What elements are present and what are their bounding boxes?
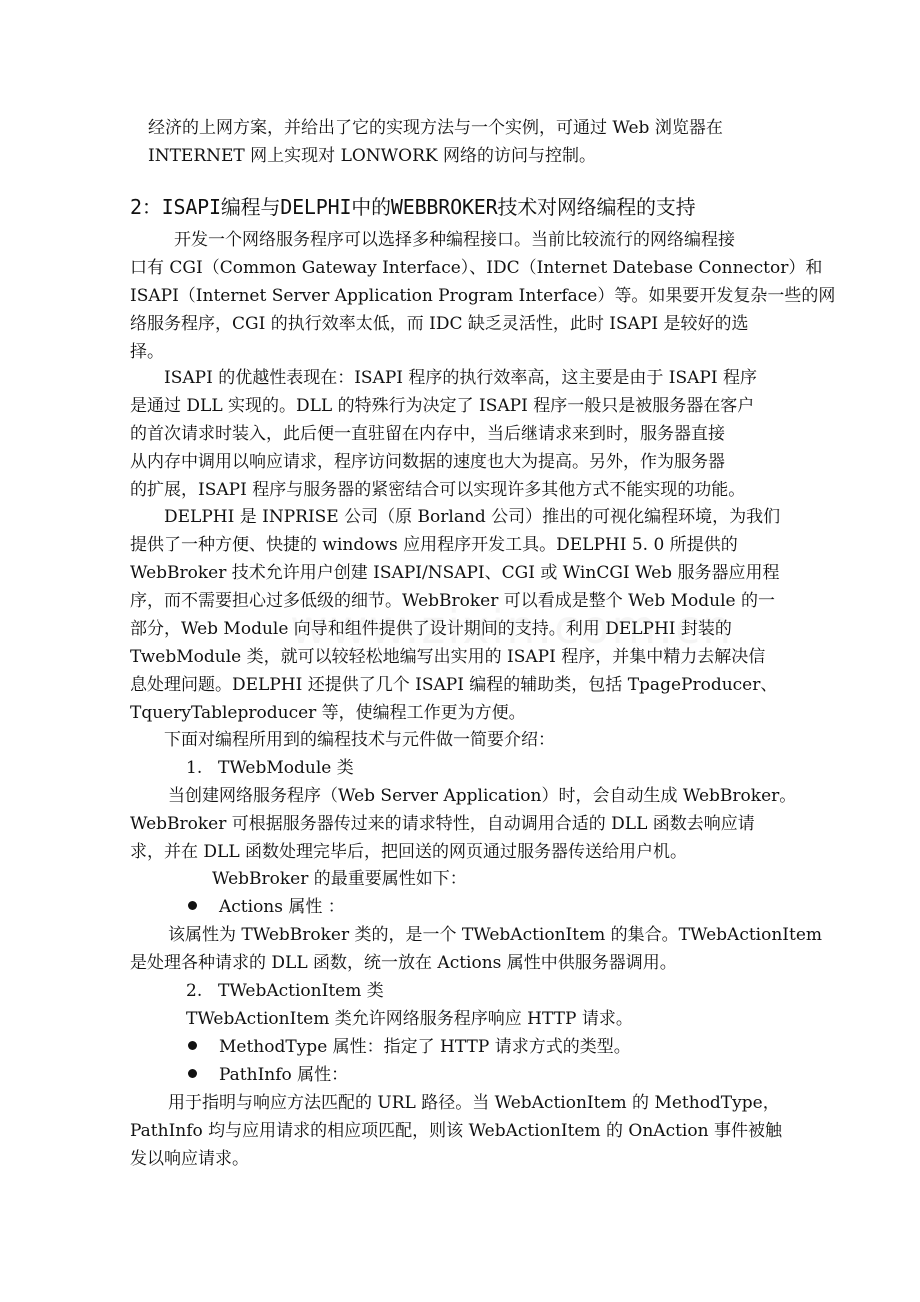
paragraph-interfaces (130, 226, 835, 366)
text-line: 用于指明与响应方法匹配的 URL 路径。当 WebActionItem 的 MethodType， (168, 1093, 780, 1113)
text-line: PathInfo 均与应用请求的相应项匹配，则该 WebActionItem 的 OnAction 事件被触 (130, 1121, 782, 1141)
text-line: 提供了一种方便、快捷的 windows 应用程序开发工具。DELPHI 5. 0 所提供的 (130, 535, 738, 555)
paragraph-pathinfo (130, 1089, 782, 1173)
text-line: INTERNET 网上实现对 LONWORK 网络的访问与控制。 (148, 146, 596, 166)
text-line: 择。 (130, 342, 164, 362)
text-line: WebBroker 技术允许用户创建 ISAPI/NSAPI、CGI 或 WinCGI Web 服务器应用程 (130, 563, 780, 583)
paragraph-intro-list (164, 726, 555, 754)
text-line: 该属性为 TWebBroker 类的，是一个 TWebActionItem 的集合。TWebActionItem (168, 925, 823, 945)
text-line: WebBroker 的最重要属性如下： (212, 869, 467, 889)
text-line: 发以响应请求。 (130, 1149, 249, 1169)
text-line: 当创建网络服务程序（Web Server Application）时，会自动生成 WebBroker。 (168, 786, 797, 806)
paragraph-webbroker (130, 782, 796, 866)
text-line: 从内存中调用以响应请求，程序访问数据的速度也大为提高。另外，作为服务器 (130, 452, 725, 472)
text-line: 络服务程序，CGI 的执行效率太低，而 IDC 缺乏灵活性，此时 ISAPI 是较好的选 (130, 314, 749, 334)
text-line: 部分，Web Module 向导和组件提供了设计期间的支持。利用 DELPHI 封装的 (130, 619, 732, 639)
intro-paragraph (148, 114, 723, 170)
section-heading: 2：ISAPI编程与DELPHI中的WEBBROKER技术对网络编程的支持 (130, 195, 696, 219)
paragraph-actions (130, 921, 822, 977)
paragraph-delphi (130, 503, 780, 727)
text-line: WebBroker 可根据服务器传过来的请求特性，自动调用合适的 DLL 函数去响应请 (130, 814, 755, 834)
text-line: DELPHI 是 INPRISE 公司（原 Borland 公司）推出的可视化编程环境，为我们 (164, 507, 781, 527)
text-line: 求，并在 DLL 函数处理完毕后，把回送的网页通过服务器传送给用户机。 (130, 842, 688, 862)
text-line: 的首次请求时装入，此后便一直驻留在内存中，当后继请求来到时，服务器直接 (130, 424, 725, 444)
item-label: TWebModule 类 (218, 758, 354, 778)
text-line: 经济的上网方案，并给出了它的实现方法与一个实例，可通过 Web 浏览器在 (148, 118, 723, 138)
item-number: 1. (186, 758, 203, 778)
text-line: 是通过 DLL 实现的。DLL 的特殊行为决定了 ISAPI 程序一般只是被服务器在客户 (130, 396, 755, 416)
bullet-pathinfo (188, 1061, 348, 1089)
text-line: 开发一个网络服务程序可以选择多种编程接口。当前比较流行的网络编程接 (174, 230, 735, 250)
text-line: TWebActionItem 类允许网络服务程序响应 HTTP 请求。 (186, 1009, 633, 1029)
text-line: 的扩展，ISAPI 程序与服务器的紧密结合可以实现许多其他方式不能实现的功能。 (130, 480, 746, 500)
paragraph-twebactionitem (186, 1005, 633, 1033)
numbered-item-twebactionitem (186, 977, 384, 1005)
paragraph-isapi-advantages (130, 364, 757, 504)
item-number: 2. (186, 981, 203, 1001)
text-line: 下面对编程所用到的编程技术与元件做一简要介绍： (164, 730, 555, 750)
text-line: TqueryTableproducer 等，使编程工作更为方便。 (130, 703, 526, 723)
bullet-actions (188, 893, 345, 921)
text-line: 息处理问题。DELPHI 还提供了几个 ISAPI 编程的辅助类，包括 TpageProducer、 (130, 675, 778, 695)
text-line: ISAPI 的优越性表现在：ISAPI 程序的执行效率高，这主要是由于 ISAPI 程序 (164, 368, 757, 388)
bullet-icon (188, 901, 197, 910)
paragraph-webbroker-props (212, 865, 467, 893)
bullet-icon (188, 1041, 197, 1050)
item-label: TWebActionItem 类 (218, 981, 384, 1001)
text-line: ISAPI（Internet Server Application Program Interface）等。如果要开发复杂一些的网 (130, 286, 836, 306)
bullet-icon (188, 1069, 197, 1078)
bullet-methodtype (188, 1033, 631, 1061)
text-line: TwebModule 类，就可以较轻松地编写出实用的 ISAPI 程序，并集中精力去解决信 (130, 647, 766, 667)
text-line: 口有 CGI（Common Gateway Interface）、IDC（Internet Datebase Connector）和 (130, 258, 823, 278)
text-line: 序，而不需要担心过多低级的细节。WebBroker 可以看成是整个 Web Module 的一 (130, 591, 775, 611)
bullet-text: PathInfo 属性： (219, 1065, 349, 1085)
bullet-text: Actions 属性 ： (219, 897, 345, 917)
bullet-text: MethodType 属性：指定了 HTTP 请求方式的类型。 (219, 1037, 631, 1057)
text-line: 是处理各种请求的 DLL 函数，统一放在 Actions 属性中供服务器调用。 (130, 953, 677, 973)
numbered-item-twebmodule (186, 754, 354, 782)
